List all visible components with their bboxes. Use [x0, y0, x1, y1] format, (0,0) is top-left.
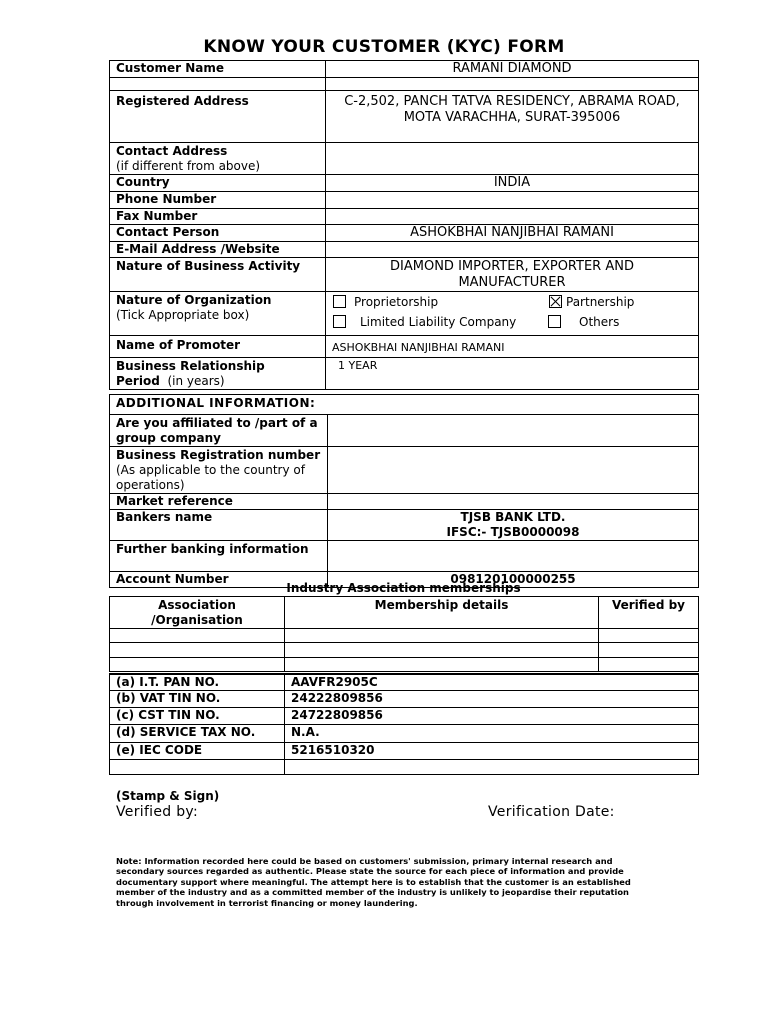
additional-info-table: [109, 394, 699, 588]
tax-value[interactable]: 5216510320: [285, 743, 699, 760]
verified-by-label: Verified by:: [116, 804, 198, 820]
registered-address-label: Registered Address: [110, 91, 326, 143]
customer-name-value[interactable]: RAMANI DIAMOND: [326, 61, 699, 78]
market-ref-value[interactable]: [328, 494, 699, 510]
col-verified: Verified by: [599, 597, 699, 629]
contact-person-label: Contact Person: [110, 225, 326, 242]
relationship-label-1: Business Relationship: [116, 359, 265, 373]
tax-label: (d) SERVICE TAX NO.: [110, 725, 285, 743]
blank-cell[interactable]: [326, 78, 699, 91]
col-association: Association /Organisation: [110, 597, 285, 629]
table-cell[interactable]: [285, 760, 699, 775]
llc-label: Limited Liability Company: [360, 315, 517, 329]
footer-note: Note: Information recorded here could be based on customers' submission, primary internal research and secondary sources regarded as authentic. Please state the source for each piece of information and provide documentary support where meaningful. The attempt here is to establish that the customer is an established member of the industry and as a committed member of the industry is unlikely to jeopardise their reputation through involvement in terrorist financing or money laundering.: [116, 856, 631, 908]
country-value[interactable]: INDIA: [326, 175, 699, 192]
llc-checkbox[interactable]: [333, 315, 346, 328]
affiliated-label: Are you affiliated to /part of a group company: [110, 415, 328, 447]
registered-address-value[interactable]: C-2,502, PANCH TATVA RESIDENCY, ABRAMA ROAD, MOTA VARACHHA, SURAT-395006: [326, 91, 699, 143]
verification-date-label: Verification Date:: [488, 804, 615, 820]
tax-label: (a) I.T. PAN NO.: [110, 674, 285, 691]
contact-person-value[interactable]: ASHOKBHAI NANJIBHAI RAMANI: [326, 225, 699, 242]
table-cell[interactable]: [110, 643, 285, 658]
table-cell[interactable]: [599, 658, 699, 672]
promoter-label: Name of Promoter: [110, 336, 326, 358]
promoter-value[interactable]: ASHOKBHAI NANJIBHAI RAMANI: [326, 336, 699, 358]
tax-value[interactable]: AAVFR2905C: [285, 674, 699, 691]
industry-header: Industry Association memberships: [286, 581, 521, 595]
nature-business-label: Nature of Business Activity: [110, 258, 326, 292]
tax-value[interactable]: 24222809856: [285, 691, 699, 708]
customer-name-label: Customer Name: [110, 61, 326, 78]
page-title: KNOW YOUR CUSTOMER (KYC) FORM: [203, 37, 565, 57]
additional-info-header: ADDITIONAL INFORMATION:: [110, 395, 699, 415]
tax-label: (c) CST TIN NO.: [110, 708, 285, 725]
tax-value[interactable]: N.A.: [285, 725, 699, 743]
partnership-checkbox[interactable]: [549, 295, 562, 308]
partnership-label: Partnership: [566, 295, 635, 309]
contact-address-value[interactable]: [326, 143, 699, 175]
nature-business-value[interactable]: DIAMOND IMPORTER, EXPORTER AND MANUFACTURER: [326, 258, 699, 292]
proprietorship-label: Proprietorship: [354, 295, 439, 309]
stamp-sign-label: (Stamp & Sign): [116, 789, 220, 803]
further-banking-label: Further banking information: [110, 541, 328, 572]
relationship-label-cell: [110, 358, 326, 390]
others-checkbox[interactable]: [548, 315, 561, 328]
brn-note: (As applicable to the country of operations): [116, 463, 305, 492]
account-label: Account Number: [110, 572, 328, 588]
further-banking-value[interactable]: [328, 541, 699, 572]
bank-ifsc: IFSC:- TJSB0000098: [446, 525, 580, 539]
contact-address-label-cell: [110, 143, 326, 175]
contact-address-label: Contact Address: [116, 144, 228, 158]
table-cell[interactable]: [285, 658, 599, 672]
fax-value[interactable]: [326, 209, 699, 225]
col-membership: Membership details: [285, 597, 599, 629]
blank-cell: [110, 78, 326, 91]
bankers-value-cell[interactable]: [328, 510, 699, 541]
affiliated-value[interactable]: [328, 415, 699, 447]
table-cell[interactable]: [110, 760, 285, 775]
contact-address-note: (if different from above): [116, 159, 261, 173]
tax-label: (e) IEC CODE: [110, 743, 285, 760]
bankers-label: Bankers name: [110, 510, 328, 541]
brn-label: Business Registration number: [116, 448, 321, 462]
relationship-value[interactable]: 1 YEAR: [326, 358, 699, 390]
nature-org-note: (Tick Appropriate box): [116, 308, 250, 322]
phone-label: Phone Number: [110, 192, 326, 209]
table-cell[interactable]: [599, 643, 699, 658]
nature-org-label: Nature of Organization: [116, 293, 272, 307]
table-cell[interactable]: [110, 629, 285, 643]
country-label: Country: [110, 175, 326, 192]
phone-value[interactable]: [326, 192, 699, 209]
customer-table: [109, 60, 699, 390]
table-cell[interactable]: [285, 643, 599, 658]
option-proprietorship[interactable]: [333, 295, 438, 309]
tax-value[interactable]: 24722809856: [285, 708, 699, 725]
option-partnership[interactable]: [549, 295, 634, 309]
relationship-label-2: Period: [116, 374, 160, 388]
market-ref-label: Market reference: [110, 494, 328, 510]
tax-label: (b) VAT TIN NO.: [110, 691, 285, 708]
industry-table: [109, 596, 699, 672]
option-others[interactable]: [548, 315, 619, 329]
table-cell[interactable]: [599, 629, 699, 643]
email-label: E-Mail Address /Website: [110, 242, 326, 258]
account-value[interactable]: 098120100000255: [328, 572, 699, 588]
proprietorship-checkbox[interactable]: [333, 295, 346, 308]
option-llc[interactable]: [333, 315, 516, 329]
brn-label-cell: [110, 447, 328, 494]
bank-name: TJSB BANK LTD.: [460, 510, 566, 524]
email-value[interactable]: [326, 242, 699, 258]
table-cell[interactable]: [285, 629, 599, 643]
others-label: Others: [579, 315, 620, 329]
fax-label: Fax Number: [110, 209, 326, 225]
relationship-label-unit: (in years): [167, 374, 225, 388]
tax-table: [109, 673, 699, 775]
table-cell[interactable]: [110, 658, 285, 672]
brn-value[interactable]: [328, 447, 699, 494]
nature-org-label-cell: [110, 292, 326, 336]
